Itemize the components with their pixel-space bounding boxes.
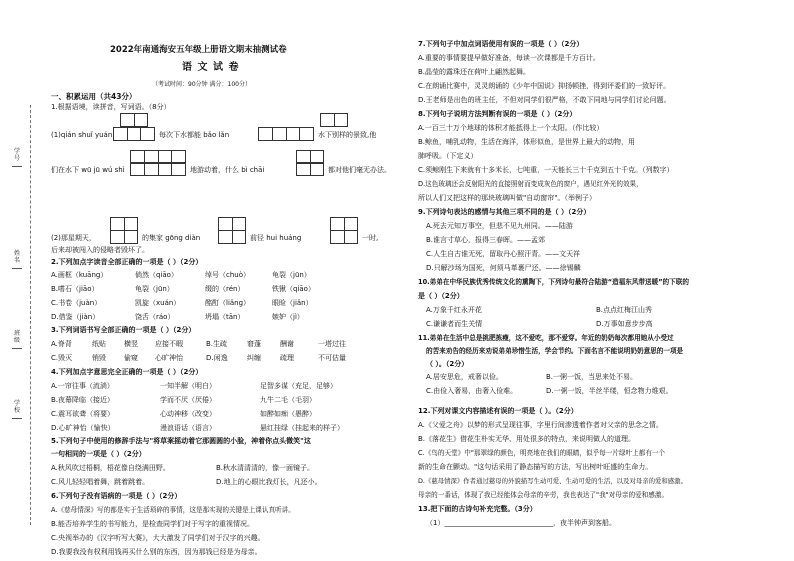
q4-stem: 4.下列加点字意思完全正确的一项是（ ）（2分）	[51, 368, 203, 376]
option-word: 窘蓬	[247, 340, 261, 348]
option[interactable]: A.一百三十万个地球的体积才能抵得上一个太阳。（作比较）	[418, 124, 604, 132]
option-word: 心旷神怡	[155, 354, 183, 362]
sidebar-label-student-id: 学号	[13, 148, 20, 162]
q1-line4: 后来却被闯入的侵略者毁坏了。	[51, 246, 149, 254]
q1-line3c: 前径 hui huáng	[250, 234, 302, 242]
q10-stem-cont: 是（ ）（2分）	[418, 292, 464, 300]
option[interactable]: B.能否培养学生的书写能力，是检查同学们对于写字的重视情况。	[51, 520, 255, 528]
option[interactable]: A.一帘往事（流淌）	[51, 382, 114, 390]
option-word: 酬谢	[280, 340, 294, 348]
option[interactable]: D.只解沙场为国死，何须马革裹尸还。——徐锡麟	[426, 264, 581, 272]
option-part: 如醉如痴（愚醉）	[260, 410, 316, 418]
q5-stem-cont: 一句相同的一项是（ ）（2分）	[51, 450, 146, 458]
q1-line3d: 一时,	[362, 234, 379, 242]
option[interactable]: B.《落花生》借花生朴实无华、用处很多的特点，来说明做人的道理。	[418, 435, 636, 443]
binding-dashed-line	[30, 105, 31, 525]
q2-stem: 2.下列加点字读音全部正确的一项是（ ）（2分）	[51, 258, 203, 266]
q1-line2c: 都对他们毫无办法。	[328, 166, 391, 174]
q11-stem: 11.弟弟在生活中总是挑肥拣瘦，这不爱吃，那不爱穿。年近的奶奶每次都用她从小受过	[418, 334, 674, 342]
option[interactable]: B.嗜石（jiāo）	[51, 285, 99, 293]
option[interactable]: D.我要我没有权利用钱再买什么别的东西，因为那钱已经是为母亲。	[51, 548, 262, 556]
option[interactable]: D.心旷神怡（愉快）	[51, 424, 115, 432]
q1-line3b: 的集家 gōng diàn	[142, 234, 201, 242]
q13-fill-line[interactable]: （1）_______________________________，夜半钟声到客船。	[426, 519, 616, 527]
option[interactable]: C.须鲸刚生下来就有十多米长，七吨重，一天能长三十千克到五十千克。（列数字）	[418, 166, 674, 174]
option[interactable]: B.生疏	[206, 340, 228, 348]
q7-stem: 7.下列句子中加点词语使用有误的一项是（ ）（2分）	[418, 40, 584, 48]
option-part: 九牛二毛（毛羽）	[260, 396, 316, 404]
option-word: 偷窥	[124, 354, 138, 362]
sidebar-fill-line	[12, 418, 22, 419]
option-word: 不可估量	[318, 354, 346, 362]
sidebar-label-class: 班级	[13, 330, 20, 344]
option[interactable]: A.画框（kuāng）	[51, 271, 108, 279]
exam-subtitle: 语 文 试 卷	[182, 62, 240, 73]
option[interactable]: C.震耳欲聋（将要）	[51, 410, 115, 418]
option-part: 心动神移（改变）	[160, 410, 216, 418]
answer-box[interactable]	[330, 230, 358, 244]
answer-box[interactable]	[110, 217, 138, 231]
option[interactable]: B.点点红梅江山秀	[596, 306, 653, 314]
option[interactable]: D.万事如意步步高	[596, 320, 653, 328]
option[interactable]: B.鲸鱼，哺乳动物，生活在海洋，体形似鱼，是世界上最大的动物，用	[418, 138, 636, 146]
option-word: 纸贴	[92, 340, 106, 348]
option: 酩酊（liǎng）	[205, 299, 251, 307]
option: 龟裂（jūn）	[272, 271, 311, 279]
option[interactable]: B.夜幕降临（接近）	[51, 396, 115, 404]
q11-stem-end: （ ）。（2分）	[426, 360, 469, 368]
option[interactable]: D.闲逸	[206, 354, 228, 362]
q1-line1b: 每次下水都能 bǎo lǎn	[159, 131, 230, 139]
option: 坍塌（tān）	[205, 313, 245, 321]
exam-title: 2022年南通海安五年级上册语文期末抽测试卷	[110, 45, 287, 55]
answer-box[interactable]	[320, 113, 348, 127]
q1-line2a: 们在水下 wū jū wú shì	[51, 166, 125, 174]
option[interactable]: C.人生自古谁无死，留取丹心照汗青。——文天祥	[426, 250, 581, 258]
option[interactable]: C.风儿轻轻唱着舞，跳着跳着。	[51, 478, 150, 486]
option-cont: 母亲的一番话，体现了我已经能体会母亲的辛劳，我也表达了"我"对母亲的爱和感激。	[418, 491, 669, 499]
option[interactable]: D.一粥一饭，半丝半缕，恒念物力维艰。	[546, 387, 673, 395]
option-cont: 肺呼吸。（下定义）	[418, 152, 478, 160]
q9-stem: 9.下列诗句表达的感情与其他三项不同的是（ ）（2分）	[418, 208, 591, 216]
q8-stem: 8.下列句子说明方法判断有误的一项是（ ）（2分）	[418, 110, 577, 118]
option-part: 漫浪语话（语言）	[160, 424, 216, 432]
option[interactable]: C.央视举办的《汉字听写大赛》，大大激发了同学们对于汉字的兴趣。	[51, 534, 265, 542]
q5-stem: 5.下列句子中使用的修辞手法与"将草案摇动着它那圆圆的小脸，神着你点头微笑"这	[51, 437, 311, 445]
sidebar-fill-line	[12, 166, 22, 167]
option[interactable]: C.在朗诵比赛中，灵灵朗诵的《少年中国说》抑扬顿挫，得到评委们的一致好评。	[418, 82, 671, 90]
option[interactable]: A.死去元知万事空，但悲不见九州同。——陆游	[426, 222, 573, 230]
q1-stem: 1.根据语境，读拼音，写词语。（8分）	[51, 103, 171, 111]
option[interactable]: A.重要的事情要提早做好准备，每读一次课都是千方百计。	[418, 54, 600, 62]
answer-box[interactable]	[218, 230, 246, 244]
option-word: 纠缠	[247, 354, 261, 362]
answer-box[interactable]	[120, 113, 148, 127]
option: 铁锹（qiāo）	[272, 285, 315, 293]
q1-line1c: 水下别样的景致,他	[318, 131, 377, 139]
option-part: 悬红挂绿（挂起来的样子）	[260, 424, 344, 432]
option[interactable]: D.借鉴（jiàn）	[51, 313, 100, 321]
option[interactable]: B.秋水清清清的，像一面镜子。	[216, 464, 315, 472]
sidebar-fill-line	[12, 268, 22, 269]
answer-box[interactable]	[113, 127, 155, 141]
option[interactable]: C.谦谦者而生关情	[426, 320, 483, 328]
q1-line2b: 地游动着，什么 bì chāi	[190, 166, 265, 174]
q12-stem: 12.下列对课文内容描述有误的一项是（ ）。（2分）	[418, 407, 578, 415]
option[interactable]: D.王老师是出色的班主任，不但对同学们很严格，不敢下同地与同学们讨论问题。	[418, 96, 671, 104]
option[interactable]: C.书卷（juàn）	[51, 299, 102, 307]
option-word: 疏理	[280, 354, 294, 362]
option-part: 学而不厌（厌倦）	[160, 396, 216, 404]
option[interactable]: A.秋风吹过梧桐，梧花像自绕满田野。	[51, 464, 170, 472]
option[interactable]: A.万象千红永开花	[426, 306, 482, 314]
option[interactable]: C.由俭入奢易，由奢入俭难。	[426, 387, 518, 395]
q10-stem: 10.弟弟在中华民族优秀传统文化的熏陶下，下列诗句最符合陆游“造福东风带送暖”的下联的	[418, 278, 689, 286]
option: 眼睑（jiǎn）	[272, 299, 313, 307]
exam-meta: （考试时间：90分钟 满分：100分）	[152, 81, 251, 88]
answer-box[interactable]	[296, 162, 324, 176]
option[interactable]: B.谁言寸草心，报得三春晖。——孟郊	[426, 236, 546, 244]
option[interactable]: A.《慈母情深》写的都是实于生活琐碎的事情，这是那实现的关键是上课认真听讲。	[51, 506, 295, 514]
answer-box[interactable]	[110, 230, 138, 244]
section-heading: 一、积累运用（共43分）	[51, 92, 137, 101]
option-part: 足智多谋（充足，足够）	[260, 382, 337, 390]
option-word: 一塔过往	[318, 340, 346, 348]
option[interactable]: C.《鸟的天堂》中"那翠绿的颜色，明亮地在我们的眼睛，似乎每一片绿叶上都有一个	[418, 449, 666, 457]
option: 绰号（chuò）	[205, 271, 251, 279]
option[interactable]: D.地上的心眼比我灯长，凡还小。	[216, 478, 322, 486]
answer-box[interactable]	[258, 127, 314, 141]
option-word: 横竖	[124, 340, 138, 348]
answer-box[interactable]	[130, 162, 186, 176]
option[interactable]: D.《慈母情深》作者通过慈母的外貌描写生动可爱、生动可爱的生活，以及对母亲的爱和感激。	[418, 477, 687, 485]
sidebar-fill-line	[12, 348, 22, 349]
option: 缀的（rén）	[205, 285, 245, 293]
option-cont: 新的生命在颤动。"这句话采用了静态描写的方法，写出树叶旺盛的生命力。	[418, 463, 653, 471]
option: 倘然（qiāo）	[135, 271, 178, 279]
option[interactable]: A.脊背	[51, 340, 72, 348]
q1-line3a: (2)那星期天，	[51, 234, 96, 242]
option[interactable]: A.居安思危，戒奢以俭。	[426, 373, 503, 381]
q3-stem: 3.下列词语书写全部正确的一项是（ ）（2分）	[51, 326, 196, 334]
q6-stem: 6.下列句子没有语病的一项是（ ）（2分）	[51, 492, 182, 500]
q13-stem: 13.把下面的古诗句补充完整。（3分）	[418, 505, 537, 513]
option: 饶舌（ráo）	[135, 313, 175, 321]
q11-stem-cont: 的苦来劝告的经历来劝说弟弟珍惜生活，学会节约。下面名言不能说明奶奶意思的一项是	[426, 347, 684, 355]
q1-line1a: (1)qián shuǐ yuán	[51, 131, 113, 139]
option-word: 应接不暇	[155, 340, 183, 348]
option[interactable]: B.一粥一饭，当思来处不易。	[546, 373, 638, 381]
option[interactable]: B.晶莹的露珠还在荷叶上翩然起舞。	[418, 68, 531, 76]
option[interactable]: C.毁灭	[51, 354, 73, 362]
answer-box[interactable]	[330, 217, 358, 231]
option-word: 销毁	[92, 354, 106, 362]
option-cont: 所以人们又把这样的那块玻璃叫做"自动窗帘"。（举例子）	[418, 194, 596, 202]
option-part: 一知半解（明白）	[160, 382, 216, 390]
binding-strip	[0, 0, 52, 561]
option[interactable]: D.这色玻璃还会反射阳光的直接照射而变成灰色的窗户，遇见红外光的效果，	[418, 180, 643, 188]
option: 龟裂（jūn）	[135, 285, 174, 293]
option: 凯旋（xuán）	[135, 299, 181, 307]
sidebar-label-school: 学校	[13, 400, 20, 414]
answer-box[interactable]	[218, 217, 246, 231]
sidebar-label-name: 姓名	[13, 250, 20, 264]
option: 嫉妒（jì）	[272, 313, 304, 321]
option[interactable]: A.《父爱之舟》以梦的形式呈现往事，字里行间渗透着作者对父亲的思念之情。	[418, 421, 663, 429]
